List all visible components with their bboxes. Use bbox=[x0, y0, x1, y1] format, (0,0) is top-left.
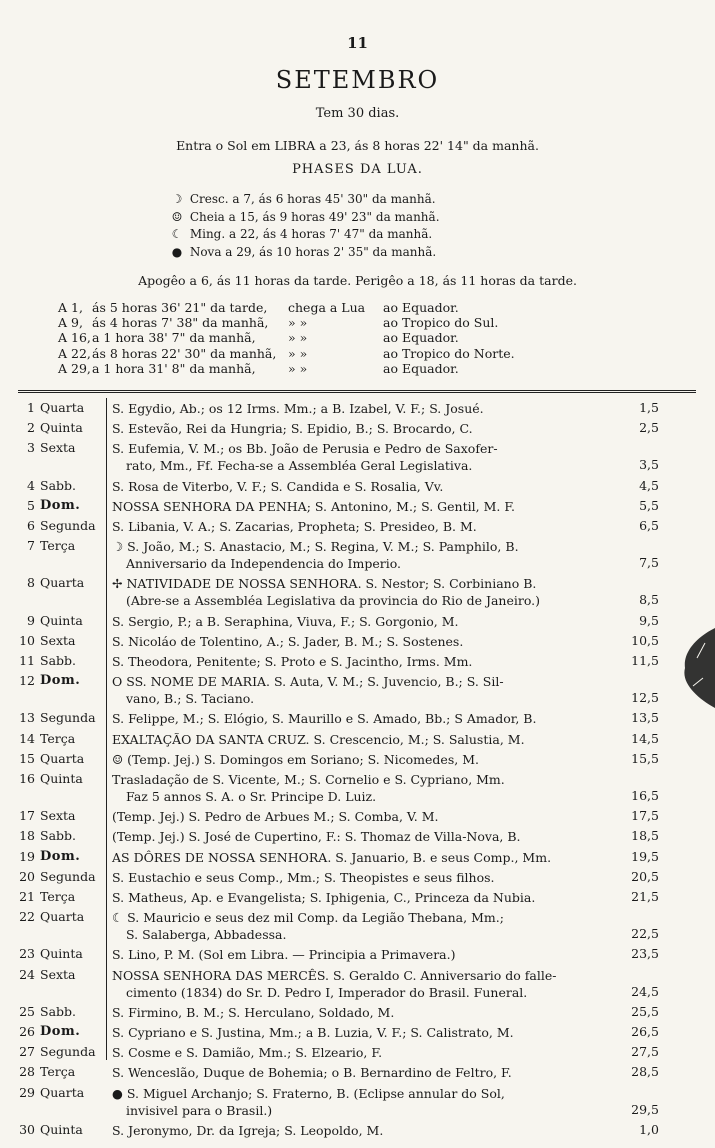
saints-text bbox=[112, 828, 632, 845]
text-line: O SS. NOME DE MARIA. S. Auta, V. M.; S. Juvencio, B.; S. Sil- bbox=[112, 674, 504, 690]
text-line: ☽ S. João, M.; S. Anastacio, M.; S. Regina, V. M.; S. Pamphilo, B. bbox=[112, 539, 519, 555]
text-line: NOSSA SENHORA DA PENHA; S. Antonino, M.; S. Gentil, M. F. bbox=[112, 498, 516, 514]
saints-text bbox=[112, 420, 632, 437]
text-line: vano, B.; S. Taciano. bbox=[126, 691, 255, 707]
day-number: 29 bbox=[19, 1084, 35, 1100]
month-title: SETEMBRO bbox=[275, 66, 440, 94]
text-line: S. Sergio, P.; a B. Seraphina, Viuva, F.; S. Gorgonio, M. bbox=[112, 613, 459, 629]
tide-hour: 28,5 bbox=[631, 1064, 659, 1080]
days-count: Tem 30 dias. bbox=[315, 106, 400, 121]
day-number: 8 bbox=[27, 575, 35, 591]
text-line: (Temp. Jej.) S. Pedro de Arbues M.; S. Comba, V. M. bbox=[112, 809, 439, 825]
tide-hour: 26,5 bbox=[631, 1024, 659, 1039]
text-line: S. Salaberga, Abbadessa. bbox=[126, 927, 287, 943]
saints-text bbox=[112, 478, 632, 495]
equator-time: a 1 hora 31' 8" da manhã, bbox=[92, 360, 256, 376]
tide-hour: 21,5 bbox=[631, 889, 659, 904]
saints-text bbox=[112, 889, 632, 906]
saints-text bbox=[112, 1122, 632, 1139]
day-number: 19 bbox=[19, 848, 35, 864]
weekday: Sabb. bbox=[40, 828, 76, 844]
equator-time: ás 5 horas 36' 21" da tarde, bbox=[92, 300, 268, 315]
full-moon-icon: ☺ bbox=[171, 209, 183, 224]
equator-dest: ao Tropico do Sul. bbox=[383, 315, 499, 331]
phase-row bbox=[168, 209, 440, 227]
phases-heading: PHASES DA LUA. bbox=[292, 162, 423, 177]
text-line: S. Firmino, B. M.; S. Herculano, Soldado, M. bbox=[112, 1004, 395, 1020]
saints-text bbox=[112, 808, 632, 825]
equator-a: A 22, bbox=[58, 345, 91, 361]
phase-text: Cheia a 15, ás 9 horas 49' 23" da manhã. bbox=[189, 209, 440, 224]
phase-text: Cresc. a 7, ás 6 horas 45' 30" da manhã. bbox=[189, 192, 436, 206]
weekday: Segunda bbox=[40, 518, 96, 533]
equator-time: ás 8 horas 22' 30" da manhã, bbox=[92, 345, 277, 361]
text-line: S. Estevão, Rei da Hungria; S. Epidio, B.; S. Brocardo, C. bbox=[112, 421, 473, 437]
day-number: 5 bbox=[27, 497, 35, 513]
weekday: Segunda bbox=[40, 868, 96, 884]
day-number: 2 bbox=[27, 420, 35, 436]
tide-hour: 15,5 bbox=[631, 750, 659, 766]
tide-hour: 16,5 bbox=[631, 788, 659, 803]
phase-row bbox=[168, 226, 440, 244]
text-line: S. Egydio, Ab.; os 12 Irms. Mm.; a B. Izabel, V. F.; S. Josué. bbox=[112, 401, 484, 416]
weekday: Terça bbox=[40, 889, 76, 904]
saints-text bbox=[112, 869, 632, 886]
day-number: 10 bbox=[19, 632, 35, 648]
tide-hour: 8,5 bbox=[639, 592, 659, 608]
day-number: 18 bbox=[19, 828, 35, 844]
tide-hour: 1,0 bbox=[639, 1121, 659, 1137]
waning-moon-icon: ☾ bbox=[171, 227, 183, 242]
text-line: S. Cypriano e S. Justina, Mm.; a B. Luzia, V. F.; S. Calistrato, M. bbox=[112, 1025, 514, 1040]
tide-hour: 6,5 bbox=[639, 518, 659, 533]
saints-text bbox=[112, 400, 632, 417]
saints-text bbox=[112, 498, 632, 515]
text-line: S. Libania, V. A.; S. Zacarias, Propheta; S. Presideo, B. M. bbox=[112, 519, 477, 534]
tide-hour: 10,5 bbox=[631, 632, 659, 648]
tide-hour: 17,5 bbox=[631, 808, 659, 824]
saints-text bbox=[112, 751, 632, 768]
equator-a: A 9, bbox=[58, 315, 83, 331]
weekday: Segunda bbox=[40, 710, 96, 726]
page-number: 11 bbox=[347, 34, 368, 52]
saints-text bbox=[112, 613, 632, 630]
text-line: cimento (1834) do Sr. D. Pedro I, Imperador do Brasil. Funeral. bbox=[126, 984, 528, 1000]
ink-blot-icon bbox=[675, 628, 715, 708]
day-number: 12 bbox=[19, 673, 35, 689]
text-line: S. Wenceslão, Duque de Bohemia; o B. Bernardino de Feltro, F. bbox=[112, 1065, 512, 1081]
equator-dest: ao Equador. bbox=[383, 360, 459, 376]
day-number: 9 bbox=[27, 612, 35, 628]
weekday: Sexta bbox=[40, 808, 76, 824]
apogee-perigee-line: Apogêo a 6, ás 11 horas da tarde. Perigêo a 18, ás 11 horas da tarde. bbox=[138, 273, 577, 288]
day-number: 15 bbox=[19, 750, 35, 766]
weekday: Terça bbox=[40, 730, 76, 746]
tide-hour: 18,5 bbox=[631, 828, 659, 844]
tide-hour: 20,5 bbox=[631, 868, 659, 884]
weekday: Dom. bbox=[40, 673, 81, 689]
tide-hour: 29,5 bbox=[631, 1101, 659, 1117]
day-number: 11 bbox=[19, 653, 35, 668]
saints-text bbox=[112, 440, 632, 474]
text-line: S. Lino, P. M. (Sol em Libra. — Principia a Primavera.) bbox=[112, 947, 456, 963]
weekday: Sexta bbox=[40, 966, 76, 982]
text-line: S. Eustachio e seus Comp., Mm.; S. Theopistes e seus filhos. bbox=[112, 869, 495, 885]
crescent-moon-icon: ☽ bbox=[171, 192, 183, 206]
day-number: 30 bbox=[19, 1121, 35, 1137]
weekday: Quarta bbox=[40, 1084, 85, 1100]
weekday: Quinta bbox=[40, 946, 83, 962]
weekday: Sabb. bbox=[40, 477, 76, 493]
text-line: ☺ (Temp. Jej.) S. Domingos em Soriano; S. Nicomedes, M. bbox=[112, 751, 479, 767]
weekday: Dom. bbox=[40, 1024, 81, 1039]
text-line: ☾ S. Mauricio e seus dez mil Comp. da Legião Thebana, Mm.; bbox=[112, 910, 504, 926]
tide-hour: 12,5 bbox=[631, 690, 659, 706]
weekday: Quarta bbox=[40, 750, 85, 766]
saints-text bbox=[112, 633, 632, 650]
text-line: rato, Mm., Ff. Fecha-se a Assembléa Geral Legislativa. bbox=[126, 458, 473, 474]
weekday: Sexta bbox=[40, 632, 76, 648]
weekday: Quinta bbox=[40, 612, 83, 628]
equator-a: A 29, bbox=[58, 360, 91, 376]
weekday: Quinta bbox=[40, 1121, 83, 1137]
tide-hour: 4,5 bbox=[639, 477, 659, 493]
equator-mid: » » bbox=[288, 360, 308, 376]
day-number: 26 bbox=[19, 1024, 35, 1039]
tide-hour: 1,5 bbox=[639, 400, 659, 415]
double-rule bbox=[18, 390, 696, 396]
tide-hour: 9,5 bbox=[639, 612, 659, 628]
text-line: (Abre-se a Assembléa Legislativa da provincia do Rio de Janeiro.) bbox=[126, 593, 541, 609]
weekday: Dom. bbox=[40, 848, 81, 864]
text-line: S. Felippe, M.; S. Elógio, S. Maurillo e S. Amado, Bb.; S Amador, B. bbox=[112, 711, 537, 727]
equator-mid: » » bbox=[288, 345, 308, 361]
day-number: 22 bbox=[19, 909, 35, 925]
text-line: S. Jeronymo, Dr. da Igreja; S. Leopoldo, M. bbox=[112, 1122, 384, 1138]
text-line: S. Nicoláo de Tolentino, A.; S. Jader, B. M.; S. Sostenes. bbox=[112, 633, 464, 649]
day-number: 6 bbox=[27, 518, 35, 533]
equator-a: A 16, bbox=[58, 330, 91, 346]
text-line: AS DÔRES DE NOSSA SENHORA. S. Januario, B. e seus Comp., Mm. bbox=[112, 849, 552, 865]
saints-text bbox=[112, 946, 632, 963]
equator-mid: » » bbox=[288, 330, 308, 346]
tide-hour: 2,5 bbox=[639, 420, 659, 436]
tide-hour: 3,5 bbox=[639, 457, 659, 473]
equator-dest: ao Equador. bbox=[383, 330, 459, 346]
saints-text bbox=[112, 771, 632, 805]
equator-mid: » » bbox=[288, 315, 308, 331]
day-number: 17 bbox=[19, 808, 35, 824]
saints-text bbox=[112, 967, 632, 1001]
saints-text bbox=[112, 909, 632, 943]
saints-text bbox=[112, 849, 632, 866]
text-line: S. Matheus, Ap. e Evangelista; S. Iphigenia, C., Princeza da Nubia. bbox=[112, 890, 536, 905]
saints-text bbox=[112, 1085, 632, 1119]
new-moon-icon: ● bbox=[171, 245, 183, 260]
text-line: S. Rosa de Viterbo, V. F.; S. Candida e S. Rosalia, Vv. bbox=[112, 478, 444, 494]
equator-dest: ao Tropico do Norte. bbox=[383, 345, 515, 361]
saints-text bbox=[112, 575, 632, 609]
day-number: 13 bbox=[19, 710, 35, 726]
weekday: Dom. bbox=[40, 497, 81, 513]
weekday: Quarta bbox=[40, 575, 85, 591]
saints-text bbox=[112, 653, 632, 670]
text-line: Trasladação de S. Vicente, M.; S. Cornelio e S. Cypriano, Mm. bbox=[112, 772, 505, 787]
text-line: S. Eufemia, V. M.; os Bb. João de Perusia e Pedro de Saxofer- bbox=[112, 441, 498, 457]
phase-text: Nova a 29, ás 10 horas 2' 35" da manhã. bbox=[189, 245, 437, 260]
equator-time: ás 4 horas 7' 38" da manhã, bbox=[92, 315, 269, 331]
weekday: Sabb. bbox=[40, 1003, 76, 1019]
day-number: 24 bbox=[19, 966, 35, 982]
day-number: 27 bbox=[19, 1044, 35, 1060]
text-line: Faz 5 annos S. A. o Sr. Principe D. Luiz. bbox=[126, 789, 377, 804]
day-number: 14 bbox=[19, 730, 35, 746]
saints-text bbox=[112, 518, 632, 535]
equator-time: a 1 hora 38' 7" da manhã, bbox=[92, 330, 256, 346]
weekday: Quarta bbox=[40, 909, 85, 925]
weekday: Quarta bbox=[40, 400, 85, 415]
day-number: 20 bbox=[19, 868, 35, 884]
weekday: Sexta bbox=[40, 440, 76, 456]
tide-hour: 27,5 bbox=[631, 1044, 659, 1060]
phase-row bbox=[168, 191, 440, 209]
tide-hour: 11,5 bbox=[631, 653, 659, 668]
text-line: Anniversario da Independencia do Imperio. bbox=[126, 556, 401, 572]
weekday: Quinta bbox=[40, 420, 83, 436]
weekday: Sabb. bbox=[40, 653, 76, 668]
weekday: Segunda bbox=[40, 1044, 96, 1060]
text-line: EXALTAÇÃO DA SANTA CRUZ. S. Crescencio, M.; S. Salustia, M. bbox=[112, 731, 525, 747]
tide-hour: 22,5 bbox=[631, 926, 659, 942]
saints-text bbox=[112, 673, 632, 707]
saints-text bbox=[112, 731, 632, 748]
text-line: invisivel para o Brasil.) bbox=[126, 1102, 273, 1118]
tide-hour: 5,5 bbox=[639, 497, 659, 513]
text-line: (Temp. Jej.) S. José de Cupertino, F.: S. Thomaz de Villa-Nova, B. bbox=[112, 829, 521, 845]
saints-text bbox=[112, 1064, 632, 1081]
day-number: 4 bbox=[27, 477, 35, 493]
moon-phases bbox=[168, 191, 440, 262]
tide-hour: 25,5 bbox=[631, 1003, 659, 1019]
column-divider bbox=[106, 398, 107, 1060]
weekday: Quinta bbox=[40, 771, 83, 786]
equator-mid: chega a Lua bbox=[288, 300, 366, 315]
day-number: 21 bbox=[19, 889, 35, 904]
tide-hour: 13,5 bbox=[631, 710, 659, 726]
tide-hour: 7,5 bbox=[639, 555, 659, 571]
text-line: ✢ NATIVIDADE DE NOSSA SENHORA. S. Nestor; S. Corbiniano B. bbox=[112, 576, 537, 592]
day-number: 23 bbox=[19, 946, 35, 962]
equator-dest: ao Equador. bbox=[383, 300, 459, 315]
saints-text bbox=[112, 1024, 632, 1041]
saints-text bbox=[112, 1044, 632, 1061]
tide-hour: 24,5 bbox=[631, 983, 659, 999]
day-number: 7 bbox=[27, 538, 35, 554]
phase-row bbox=[168, 244, 440, 262]
saints-text bbox=[112, 710, 632, 727]
tide-hour: 14,5 bbox=[631, 730, 659, 746]
day-number: 1 bbox=[27, 400, 35, 415]
text-line: S. Theodora, Penitente; S. Proto e S. Jacintho, Irms. Mm. bbox=[112, 654, 473, 669]
sun-entry-line: Entra o Sol em LIBRA a 23, ás 8 horas 22' 14" da manhã. bbox=[176, 138, 539, 153]
tide-hour: 19,5 bbox=[631, 848, 659, 864]
weekday: Terça bbox=[40, 1064, 76, 1080]
day-number: 16 bbox=[19, 771, 35, 786]
equator-a: A 1, bbox=[58, 300, 83, 315]
day-number: 25 bbox=[19, 1003, 35, 1019]
text-line: NOSSA SENHORA DAS MERCÊS. S. Geraldo C. Anniversario do falle- bbox=[112, 967, 557, 983]
tide-hour: 23,5 bbox=[631, 946, 659, 962]
text-line: S. Cosme e S. Damião, Mm.; S. Elzeario, F. bbox=[112, 1045, 383, 1061]
weekday: Terça bbox=[40, 538, 76, 554]
day-number: 3 bbox=[27, 440, 35, 456]
phase-text: Ming. a 22, ás 4 horas 7' 47" da manhã. bbox=[189, 227, 433, 242]
saints-text bbox=[112, 1004, 632, 1021]
saints-text bbox=[112, 538, 632, 572]
day-number: 28 bbox=[19, 1064, 35, 1080]
text-line: ● S. Miguel Archanjo; S. Fraterno, B. (Eclipse annular do Sol, bbox=[112, 1085, 505, 1101]
